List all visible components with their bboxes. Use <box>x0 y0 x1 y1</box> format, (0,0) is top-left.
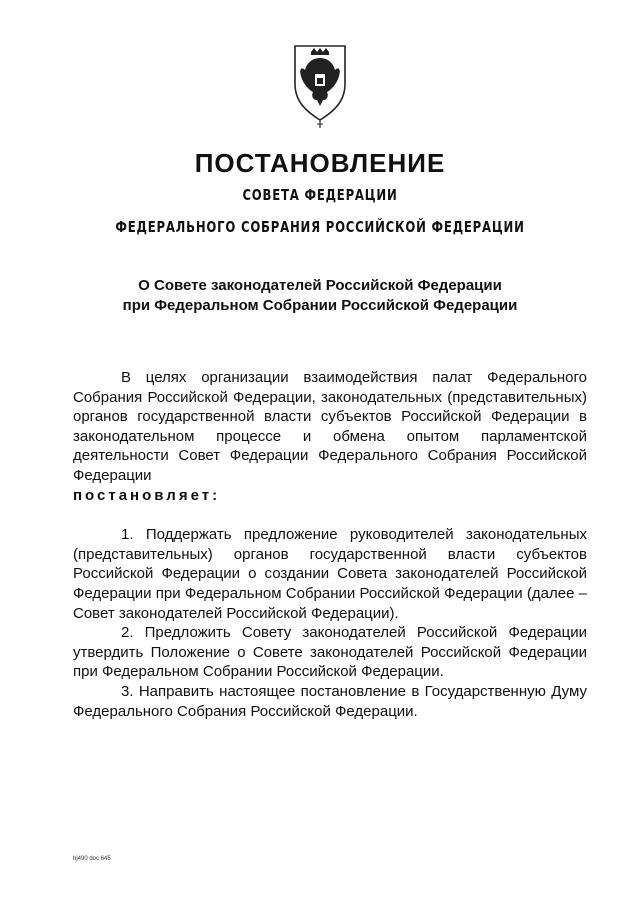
issuer-line: СОВЕТА ФЕДЕРАЦИИ <box>242 186 398 204</box>
decree-word: постановляет: <box>73 486 221 504</box>
issuer-parent-line: ФЕДЕРАЛЬНОГО СОБРАНИЯ РОССИЙСКОЙ ФЕДЕРАЦИИ <box>115 218 525 236</box>
document-subject <box>0 276 640 316</box>
subject-line-2: при Федеральном Собрании Российской Федерации <box>122 297 518 314</box>
item-2: 2. Предложить Совету законодателей Российской Федерации утвердить Положение о Совете законодателей Российской Федерации при Федеральном Собрании Российской Федерации. <box>73 624 587 681</box>
document-code: hj490 doc 645 <box>73 856 111 862</box>
document-body <box>73 368 587 721</box>
subject-line-1: О Совете законодателей Российской Федерации <box>138 277 502 294</box>
document-title: ПОСТАНОВЛЕНИЕ <box>194 148 446 178</box>
preamble-paragraph: В целях организации взаимодействия палат Федерального Собрания Российской Федерации, законодательных (представительных) органов государственной власти субъектов Российской Федерации в законодательном процессе и обмена опытом парламентской деятельности Совет Федерации Федерального Собрания Российской Федерации <box>73 369 587 484</box>
coat-of-arms-icon <box>291 40 349 130</box>
item-3: 3. Направить настоящее постановление в Государственную Думу Федерального Собрания Российской Федерации. <box>73 682 587 720</box>
item-1: 1. Поддержать предложение руководителей законодательных (представительных) органов государственной власти субъектов Российской Федерации о создании Совета законодателей Российской Федерации при Федеральном Собрании Российской Федерации (далее – Совет законодателей Российской Федерации). <box>73 526 587 622</box>
